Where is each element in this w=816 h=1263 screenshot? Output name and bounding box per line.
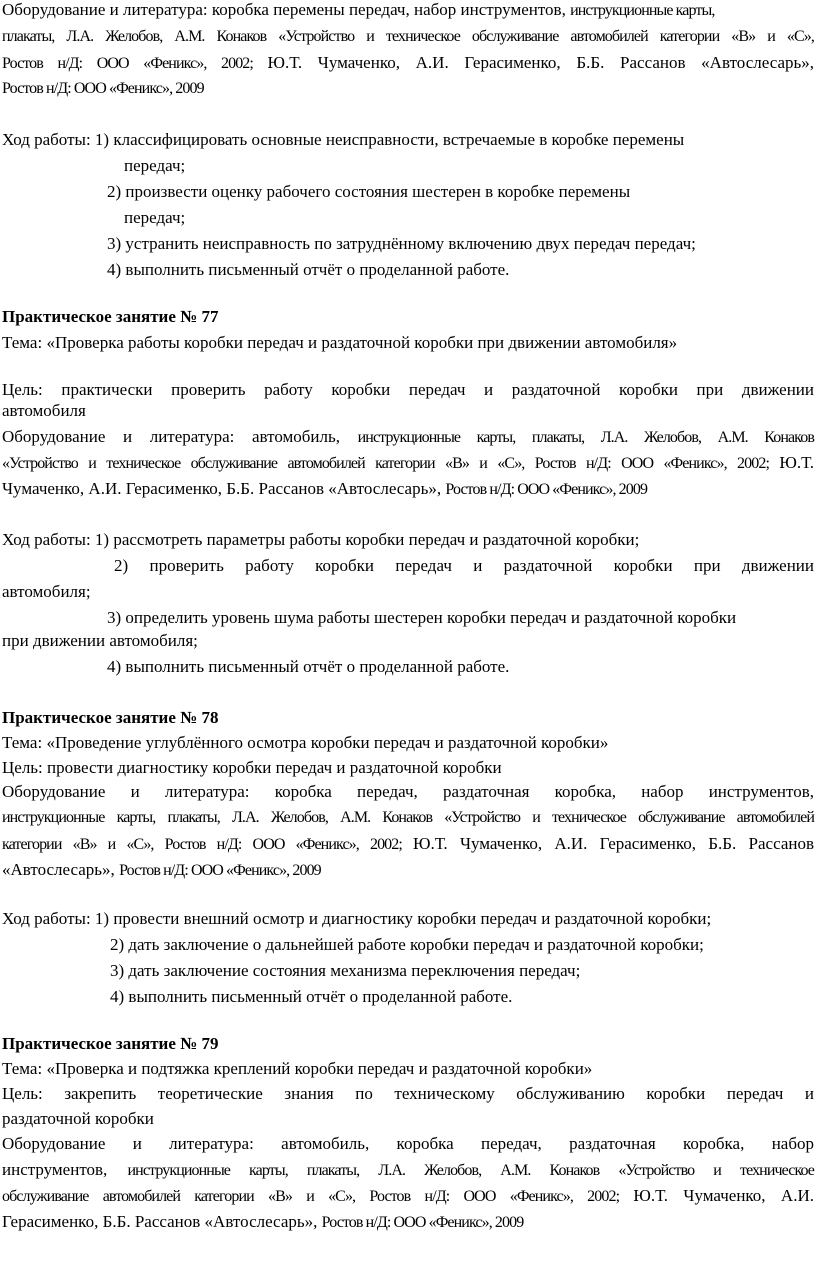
- intro-work-text: 3) устранить неисправность по затруднённому включению двух передач передач;: [107, 234, 696, 253]
- lesson79-goal-text: Цель: закрепить теоретические знания по техническому обслуживанию коробки передач и: [2, 1084, 814, 1103]
- lesson79-equipment-line-3: [2, 1183, 814, 1210]
- lesson77-equipment-line-1: [2, 424, 814, 451]
- lesson78-goal: [2, 755, 502, 781]
- lesson77-work-item-2-cont: [2, 579, 91, 605]
- lesson79-equipment-text: Ю.Т. Чумаченко, А.И.: [633, 1186, 814, 1205]
- lesson77-goal-line-1: [2, 377, 814, 403]
- lesson77-equipment-cond-text: Ростов н/Д: ООО «Феникс», 2009: [445, 481, 648, 498]
- intro-work-item-3: [107, 231, 696, 257]
- intro-work-item-1: [2, 127, 684, 153]
- lesson78-equipment-line-2: [2, 805, 814, 831]
- intro-work-text: передач;: [124, 156, 186, 175]
- intro-work-item-4: [107, 257, 509, 283]
- lesson79-equipment-cond-text: инструкционные карты, плакаты, Л.А. Желобов, А.М. Конаков «Устройство и техническое: [127, 1162, 814, 1179]
- lesson79-goal-line-2: [2, 1106, 154, 1132]
- lesson79-goal-text: раздаточной коробки: [2, 1109, 154, 1128]
- lesson78-equipment-text: «Автослесарь»,: [2, 860, 120, 879]
- lesson77-equipment-text: Ю.Т.: [779, 453, 814, 472]
- lesson77-work-item-1: [2, 527, 639, 553]
- lesson78-goal-text: Цель: провести диагностику коробки передач и раздаточной коробки: [2, 758, 502, 777]
- lesson77-work-text: при движении автомобиля;: [2, 631, 198, 650]
- lesson79-equipment-text: инструментов,: [2, 1160, 128, 1179]
- lesson78-heading: [2, 705, 218, 731]
- lesson79-equipment-cond-text: Ростов н/Д: ООО «Феникс», 2009: [321, 1214, 524, 1231]
- intro-work-item-2-cont: [124, 205, 185, 231]
- lesson79-equipment-line-1: [2, 1131, 814, 1157]
- lesson78-work-item-2: [110, 932, 704, 958]
- lesson79-equipment-text: Герасименко, Б.Б. Рассанов «Автослесарь»,: [2, 1212, 322, 1231]
- lesson77-goal-text: автомобиля: [2, 401, 86, 420]
- lesson79-equipment-text: Оборудование и литература: автомобиль, коробка передач, раздаточная коробка, набор: [2, 1134, 814, 1153]
- lesson77-heading: [2, 304, 218, 330]
- lesson78-topic: [2, 730, 608, 756]
- lesson78-work-text: Ход работы: 1) провести внешний осмотр и диагностику коробки передач и раздаточной коробки;: [2, 909, 712, 928]
- lesson79-topic-text: Тема: «Проверка и подтяжка креплений коробки передач и раздаточной коробки»: [2, 1059, 593, 1078]
- intro-equipment-line-3: [2, 50, 814, 77]
- lesson79-equipment-line-4: [2, 1209, 523, 1236]
- intro-work-text: Ход работы: 1) классифицировать основные неисправности, встречаемые в коробке перемены: [2, 130, 685, 149]
- intro-work-text: передач;: [124, 208, 186, 227]
- lesson79-equipment-line-2: [2, 1157, 814, 1184]
- lesson77-topic-text: Тема: «Проверка работы коробки передач и раздаточной коробки при движении автомобиля»: [2, 333, 678, 352]
- intro-equipment-cond-text: инструкционные карты,: [570, 2, 715, 19]
- lesson78-heading-text: Практическое занятие № 78: [2, 708, 219, 727]
- lesson77-work-item-4: [107, 654, 509, 680]
- lesson78-equipment-cond-text: инструкционные карты, плакаты, Л.А. Желобов, А.М. Конаков «Устройство и техническое обслуживание автомобилей: [2, 809, 814, 826]
- lesson77-work-text: 2) проверить работу коробки передач и раздаточной коробки при движении: [114, 556, 814, 575]
- lesson77-work-text: Ход работы: 1) рассмотреть параметры работы коробки передач и раздаточной коробки;: [2, 530, 640, 549]
- lesson77-work-item-2: [114, 553, 814, 579]
- lesson78-equipment-cond-text: категории «В» и «С», Ростов н/Д: ООО «Феникс», 2002;: [2, 836, 414, 853]
- lesson77-topic: [2, 330, 677, 356]
- lesson78-work-item-3: [110, 958, 580, 984]
- lesson78-equipment-line-1: [2, 779, 814, 805]
- intro-work-item-2: [107, 179, 630, 205]
- lesson78-work-text: 4) выполнить письменный отчёт о проделанной работе.: [110, 987, 513, 1006]
- intro-work-text: 2) произвести оценку рабочего состояния шестерен в коробке перемены: [107, 182, 631, 201]
- lesson77-work-item-3: [107, 605, 736, 631]
- intro-equipment-cond-text: Ростов н/Д: ООО «Феникс», 2002;: [2, 55, 268, 72]
- lesson78-equipment-line-3: [2, 831, 814, 858]
- lesson77-work-text: 4) выполнить письменный отчёт о проделанной работе.: [107, 657, 510, 676]
- lesson78-work-item-4: [110, 984, 512, 1010]
- lesson79-topic: [2, 1056, 592, 1082]
- lesson78-equipment-line-4: [2, 857, 321, 884]
- lesson77-goal-line-2: [2, 398, 86, 424]
- lesson77-work-text: автомобиля;: [2, 582, 91, 601]
- lesson79-heading-text: Практическое занятие № 79: [2, 1034, 219, 1053]
- intro-equipment-cond-text: Ростов н/Д: ООО «Феникс», 2009: [2, 80, 204, 97]
- lesson77-equipment-line-3: [2, 476, 647, 503]
- intro-equipment-line-1: [2, 0, 814, 24]
- intro-equipment-line-4: [2, 76, 204, 102]
- intro-equipment-text: Ю.Т. Чумаченко, А.И. Герасименко, Б.Б. Рассанов «Автослесарь»,: [267, 53, 814, 72]
- lesson78-equipment-text: Ю.Т. Чумаченко, А.И. Герасименко, Б.Б. Рассанов: [413, 834, 814, 853]
- lesson77-goal-text: Цель: практически проверить работу коробки передач и раздаточной коробки при движении: [2, 380, 814, 399]
- lesson77-equipment-text: Оборудование и литература: автомобиль,: [2, 427, 358, 446]
- lesson77-work-item-3-cont: [2, 628, 198, 654]
- intro-work-text: 4) выполнить письменный отчёт о проделанной работе.: [107, 260, 510, 279]
- lesson77-work-text: 3) определить уровень шума работы шестерен коробки передач и раздаточной коробки: [107, 608, 737, 627]
- lesson78-work-item-1: [2, 906, 711, 932]
- lesson77-heading-text: Практическое занятие № 77: [2, 307, 219, 326]
- lesson78-topic-text: Тема: «Проведение углублённого осмотра коробки передач и раздаточной коробки»: [2, 733, 609, 752]
- intro-equipment-cond-text: плакаты, Л.А. Желобов, А.М. Конаков «Устройство и техническое обслуживание автомобилей категории «В» и «С»,: [2, 28, 814, 45]
- intro-work-item-1-cont: [124, 153, 185, 179]
- lesson79-heading: [2, 1031, 218, 1057]
- lesson78-work-text: 2) дать заключение о дальнейшей работе коробки передач и раздаточной коробки;: [110, 935, 704, 954]
- lesson77-equipment-text: Чумаченко, А.И. Герасименко, Б.Б. Рассанов «Автослесарь»,: [2, 479, 446, 498]
- lesson77-equipment-cond-text: инструкционные карты, плакаты, Л.А. Желобов, А.М. Конаков: [357, 429, 814, 446]
- lesson79-goal-line-1: [2, 1081, 814, 1107]
- lesson78-equipment-cond-text: Ростов н/Д: ООО «Феникс», 2009: [119, 862, 321, 879]
- intro-equipment-line-2: [2, 24, 814, 50]
- lesson78-equipment-text: Оборудование и литература: коробка передач, раздаточная коробка, набор инструментов,: [2, 782, 814, 801]
- lesson77-equipment-cond-text: «Устройство и техническое обслуживание автомобилей категории «В» и «С», Ростов н/Д: ООО «Феникс», 2002;: [2, 455, 780, 472]
- lesson77-equipment-line-2: [2, 450, 814, 477]
- lesson79-equipment-cond-text: обслуживание автомобилей категории «В» и «С», Ростов н/Д: ООО «Феникс», 2002;: [2, 1188, 634, 1205]
- intro-equipment-text: Оборудование и литература: коробка перемены передач, набор инструментов,: [2, 0, 571, 19]
- lesson78-work-text: 3) дать заключение состояния механизма переключения передач;: [110, 961, 581, 980]
